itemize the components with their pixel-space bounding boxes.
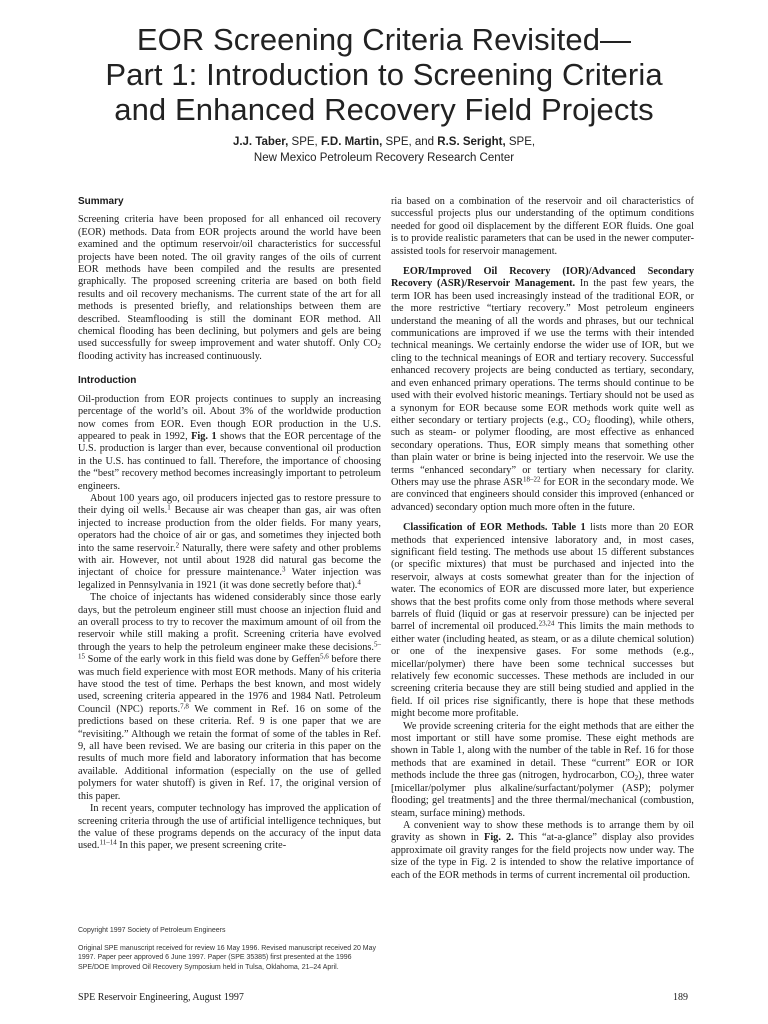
- author-line: [0, 136, 768, 148]
- journal-footer: SPE Reservoir Engineering, August 1997: [78, 992, 244, 1003]
- methods-paragraph: We provide screening criteria for the eight methods that are either the most important or still have some promise. These eight methods are shown in Table 1, along with the number of the table in Ref. 16 for those methods that are examined in detail. These “current” EOR or IOR methods include the three gas (nitrogen, hydrocarbon, $CO_2$), three water [micellar/polymer plus alkaline/surfactant/polymer (ASP); polymer flooding; gel treatments] and the three thermal/mechanical (combustion, steam, surface mining) methods.: [391, 720, 694, 819]
- author-taber-affil: SPE,: [288, 136, 321, 148]
- manuscript-note: Original SPE manuscript received for review 16 May 1996. Revised manuscript received 20 May 1997. Paper peer approved 6 June 1997. Paper (SPE 35385) first presented at the 1996 SPE/DOE Improved Oil Recovery Symposium held in Tulsa, Oklahoma, 21–24 April.: [78, 944, 377, 971]
- introduction-heading: Introduction: [78, 375, 137, 387]
- title-line-1: EOR Screening Criteria Revisited—: [136, 22, 632, 57]
- footnote-block: [78, 926, 381, 972]
- classification-run-in-heading: Classification of EOR Methods.: [403, 522, 548, 534]
- fig-1-ref: Fig. 1: [191, 430, 217, 442]
- intro-paragraph-1: Oil-production from EOR projects continues to supply an increasing percentage of the world’s oil. About 3% of the worldwide production now comes from EOR. Even though EOR production in the U.S. appeared to peak in 1992, Fig. 1 shows that the EOR percentage of the U.S. production is larger than ever, because conventional oil production in the U.S. has continued to fall. Therefore, the importance of choosing the “best” recovery method becomes increasingly important to petroleum engineers.: [78, 393, 381, 492]
- oil-gravity-paragraph: A convenient way to show these methods is to arrange them by oil gravity as shown in Fig. 2. This “at-a-glance” display also provides approximate oil gravity ranges for the field projects now under way. The size of the type in Fig. 2 is intended to show the relative importance of each of the EOR methods in terms of current incremental oil production.: [391, 819, 694, 881]
- summary-paragraph: Screening criteria have been proposed for all enhanced oil recovery (EOR) methods. Data from EOR projects around the world have been examined and the optimum reservoir/oil characteristics for successful projects have been noted. The oil gravity ranges of the oils of current EOR methods have been compiled and the results are presented graphically. The proposed screening criteria are based on both field results and oil recovery mechanisms. The current state of the art for all methods is presented briefly, and relationships between them are described. Steamflooding is still the dominant EOR method. All chemical flooding has been declining, but polymers and gels are being used successfully for sweep improvement and water shutoff. Only $CO_2$ flooding activity has increased continuously.: [78, 214, 381, 362]
- paper-title: [0, 22, 768, 127]
- intro-paragraph-3: The choice of injectants has widened considerably since those early days, but the petroleum engineer still must choose an injection fluid and an overall process to try to recover the maximum amount of oil from the reservoir while still making a profit. Screening criteria have evolved through the years to help the petroleum engineer make these decisions.$^{5-15}$ Some of the early work in this field was done by Geffen$^{5,6}$ before there was much field experience with most EOR methods. Many of his criteria have stood the test of time. Perhaps the best known, and most widely used, screening criteria appeared in the 1976 and 1984 Natl. Petroleum Council (NPC) reports.$^{7,8}$ We comment in Ref. 16 on some of the predictions based on these criteria. Ref. 9 is one paper that we are “revisiting.” Although we retain the format of some of the tables in Ref. 9, all have been revised. We are basing our criteria in this paper on the results of much more field and laboratory information that has become available. Additional information (especially on the use of gelled polymers for water shutoff) is given in Ref. 17, the original version of this paper.: [78, 592, 381, 802]
- page-number: 189: [673, 992, 688, 1003]
- summary-heading: Summary: [78, 196, 124, 207]
- title-line-3: and Enhanced Recovery Field Projects: [114, 92, 654, 127]
- ior-run-in-heading: EOR/Improved Oil Recovery (IOR)/Advanced Secondary Recovery (ASR)/Reservoir Management.: [391, 266, 694, 290]
- classification-paragraph: Classification of EOR Methods. Table 1 lists more than 20 EOR methods that experienced intensive laboratory and, in most cases, significant field testing. The methods use about 15 different substances (or specific mixtures) that must be purchased and injected into the reservoir, always at costs somewhat greater than for the injection of water. The economics of EOR are discussed more later, but experience shows that the best profits come only from those methods where several barrels of fluid (liquid or gas at reservoir pressure) can be injected per barrel of incremental oil produced.$^{23,24}$ This limits the main methods to either water (including heated, as steam, or as a dilute chemical solution) or one of the inexpensive gases. For some methods (e.g., micellar/polymer) there have been some technical successes but relatively few economic successes. These methods are included in our screening criteria because they are still being studied and applied in the field. If oil prices rise significantly, there is hope that these methods might become more profitable.: [391, 522, 695, 720]
- right-column: [391, 196, 694, 882]
- table-1-ref: Table 1: [551, 522, 586, 534]
- ior-paragraph: EOR/Improved Oil Recovery (IOR)/Advanced Secondary Recovery (ASR)/Reservoir Management. In the past few years, the term IOR has been used increasingly instead of the traditional EOR, or the more restrictive “tertiary recovery.” Most petroleum engineers understand the meaning of all the words and phrases, but our technical communications are improved if we use the terms with their intended technical meanings. We certainly endorse the wider use of IOR, but we cling to the technical meanings of EOR and tertiary recovery. Successful enhanced recovery projects are being conducted as tertiary, secondary, and even enhanced primary operations. The terms should continue to be used with their evolved historic meanings. Tertiary should not be used as a synonym for EOR because some EOR methods work quite well as either secondary or tertiary projects (e.g., $CO_2$ flooding), while others, such as steam- or polymer flooding, are most effective as enhanced secondary operations. Thus, EOR simply means that something other than plain water or brine is being injected into the reservoir. We use the terms “enhanced secondary” or tertiary when necessary for clarity. Others may use the phrase ASR$^{18-22}$ for EOR in the secondary mode. We are convinced that engineers should consider this improved (enhanced or advanced) secondary option much more often in the future.: [391, 266, 695, 513]
- intro-paragraph-4: In recent years, computer technology has improved the application of screening criteria through the use of artificial intelligence techniques, but the value of these programs depends on the accuracy of the input data used.$^{11-14}$ In this paper, we present screening crite-: [78, 803, 381, 852]
- author-seright: R.S. Seright,: [437, 136, 506, 148]
- affiliation: New Mexico Petroleum Recovery Research Center: [253, 152, 515, 164]
- author-martin-affil: SPE, and: [382, 136, 438, 148]
- left-column: [78, 196, 381, 853]
- fig-2-ref: Fig. 2.: [484, 832, 514, 844]
- author-taber: J.J. Taber,: [232, 136, 289, 148]
- intro-paragraph-2: About 100 years ago, oil producers injected gas to restore pressure to their dying oil wells.$^1$ Because air was cheaper than gas, air was often injected to increase production from the older fields. For many years, operators had the choice of air or gas, and sometimes they injected both into the same reservoir.$^2$ Naturally, there were safety and other problems with air. However, not until about 1928 did natural gas become the injectant of choice for pressure maintenance.$^3$ Water injection was legalized in Pennsylvania in 1921 (it was done secretly before that).$^4$: [78, 492, 382, 591]
- title-line-2: Part 1: Introduction to Screening Criteria: [105, 57, 663, 92]
- author-martin: F.D. Martin,: [320, 136, 383, 148]
- copyright-notice: Copyright 1997 Society of Petroleum Engineers: [78, 927, 226, 934]
- author-seright-affil: SPE,: [505, 136, 536, 148]
- criteria-continuation: ria based on a combination of the reservoir and oil characteristics of successful projects plus our understanding of the optimum conditions needed for good oil displacement by the different EOR fluids. One goal is to provide realistic parameters that can be used in the newer computer-assisted tools for reservoir management.: [391, 196, 694, 257]
